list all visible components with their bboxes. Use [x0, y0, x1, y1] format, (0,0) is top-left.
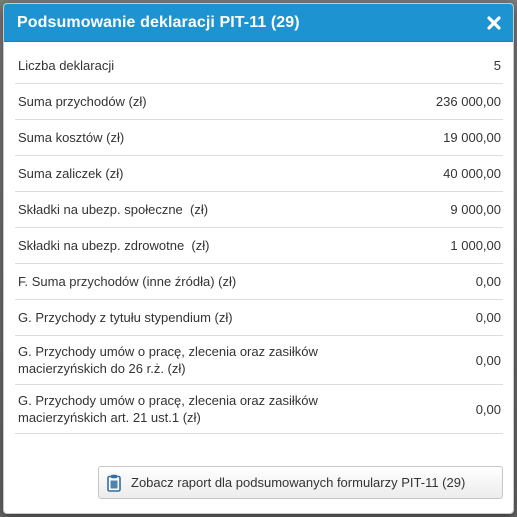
row-value: 236 000,00	[412, 84, 503, 120]
row-label-line: macierzyńskich art. 21 ust.1 (zł)	[18, 410, 201, 425]
view-report-button-label: Zobacz raport dla podsumowanych formularzy PIT-11 (29)	[131, 475, 466, 490]
row-value: 9 000,00	[412, 192, 503, 228]
dialog-footer	[4, 454, 513, 513]
table-row	[15, 336, 503, 385]
row-value: 1 000,00	[412, 228, 503, 264]
row-label: Liczba deklaracji	[15, 48, 412, 84]
row-value: 0,00	[412, 385, 503, 434]
table-row	[15, 48, 503, 84]
row-label	[15, 336, 412, 385]
table-row	[15, 264, 503, 300]
row-value: 0,00	[412, 264, 503, 300]
row-label	[15, 385, 412, 434]
table-row	[15, 156, 503, 192]
row-label: Składki na ubezp. zdrowotne (zł)	[15, 228, 412, 264]
table-row	[15, 228, 503, 264]
row-value: 40 000,00	[412, 156, 503, 192]
row-label: Suma kosztów (zł)	[15, 120, 412, 156]
view-report-button[interactable]	[98, 466, 503, 499]
row-value: 19 000,00	[412, 120, 503, 156]
row-value: 0,00	[412, 300, 503, 336]
clipboard-icon	[107, 473, 123, 493]
table-row	[15, 385, 503, 434]
row-value: 0,00	[412, 336, 503, 385]
table-row	[15, 300, 503, 336]
table-row	[15, 120, 503, 156]
row-label-line: G. Przychody umów o pracę, zlecenia oraz zasiłków	[18, 344, 318, 359]
table-row	[15, 84, 503, 120]
row-label: G. Przychody z tytułu stypendium (zł)	[15, 300, 412, 336]
row-label-line: macierzyńskich do 26 r.ż. (zł)	[18, 361, 186, 376]
row-label: F. Suma przychodów (inne źródła) (zł)	[15, 264, 412, 300]
summary-dialog	[3, 3, 514, 514]
row-label: Składki na ubezp. społeczne (zł)	[15, 192, 412, 228]
table-row	[15, 192, 503, 228]
summary-table	[15, 48, 503, 434]
row-label: Suma przychodów (zł)	[15, 84, 412, 120]
dialog-header	[4, 4, 513, 42]
dialog-title: Podsumowanie deklaracji PIT-11 (29)	[17, 13, 300, 31]
row-label: Suma zaliczek (zł)	[15, 156, 412, 192]
row-label-line: G. Przychody umów o pracę, zlecenia oraz zasiłków	[18, 393, 318, 408]
close-icon[interactable]	[485, 14, 503, 32]
row-value: 5	[412, 48, 503, 84]
